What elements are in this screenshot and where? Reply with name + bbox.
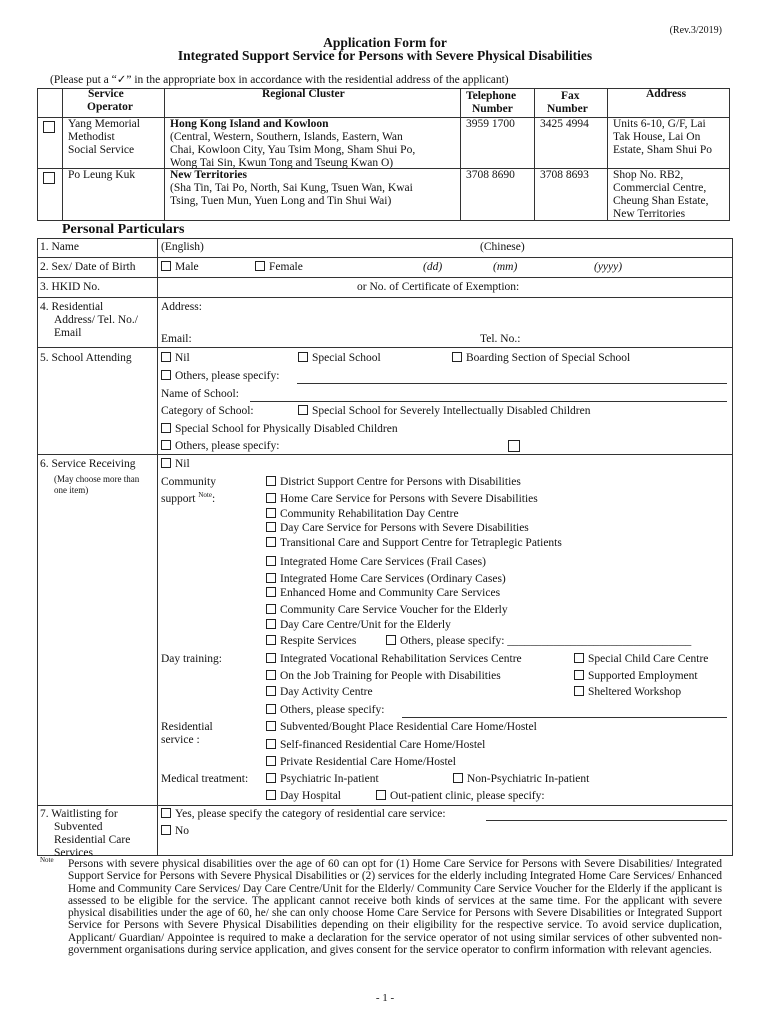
special-child-care-checkbox[interactable] (574, 653, 584, 663)
name-label: 1. Name (40, 241, 79, 253)
community-support-label: Community support $^{Note}$: (161, 476, 216, 505)
cat-intellectual-checkbox[interactable] (298, 405, 308, 415)
note-mark: Note (40, 856, 54, 864)
header-fax-2: Number (547, 103, 588, 115)
waitlisting-no-option[interactable]: No (161, 825, 189, 837)
dob-mm-label: (mm) (493, 261, 518, 273)
community-item-9-checkbox[interactable] (266, 604, 276, 614)
instruction-text: (Please put a “✓” in the appropriate box in accordance with the residential address of the applicant) (50, 74, 509, 86)
community-item-3-checkbox[interactable] (266, 508, 276, 518)
cat-physical-checkbox[interactable] (161, 423, 171, 433)
cluster-2: New Territories (Sha Tin, Tai Po, North, Sai Kung, Tsuen Wan, Kwai Tsing, Tuen Mun, Yuen Long and Tin Shui Wai) (170, 169, 413, 207)
section-title-personal: Personal Particulars (62, 222, 185, 237)
male-option[interactable]: Male (161, 261, 199, 273)
community-item-7[interactable]: Integrated Home Care Services (Ordinary Cases) (266, 573, 506, 585)
school-nil-option[interactable]: Nil (161, 352, 190, 364)
operator-1-name: Yang Memorial Methodist Social Service (68, 118, 140, 156)
community-item-2-checkbox[interactable] (266, 493, 276, 503)
community-item-4-checkbox[interactable] (266, 522, 276, 532)
psychiatric-checkbox[interactable] (266, 773, 276, 783)
school-category-label: Category of School: (161, 405, 254, 417)
community-item-3[interactable]: Community Rehabilitation Day Centre (266, 508, 459, 520)
community-item-10-checkbox[interactable] (266, 619, 276, 629)
waitlisting-yes-option[interactable]: Yes, please specify the category of residential care service: (161, 808, 446, 820)
community-item-8-checkbox[interactable] (266, 587, 276, 597)
day-item-3-checkbox[interactable] (266, 686, 276, 696)
female-option[interactable]: Female (255, 261, 303, 273)
community-item-6[interactable]: Integrated Home Care Services (Frail Cases) (266, 556, 486, 568)
service-nil-checkbox[interactable] (161, 458, 171, 468)
outpatient-option[interactable]: Out-patient clinic, please specify: (376, 790, 545, 802)
day-item-2[interactable]: On the Job Training for People with Disabilities (266, 670, 501, 682)
male-checkbox[interactable] (161, 261, 171, 271)
header-regional-cluster: Regional Cluster (262, 88, 345, 100)
waitlisting-yes-checkbox[interactable] (161, 808, 171, 818)
day-others-field[interactable] (402, 717, 727, 718)
cat-others-extra-checkbox[interactable] (508, 440, 520, 452)
cat-physical-option[interactable]: Special School for Physically Disabled Children (161, 423, 398, 435)
school-others-checkbox[interactable] (161, 370, 171, 380)
day-training-label: Day training: (161, 653, 222, 665)
service-nil-option[interactable]: Nil (161, 458, 190, 470)
non-psychiatric-option[interactable]: Non-Psychiatric In-patient (453, 773, 589, 785)
day-right-item-1[interactable]: Special Child Care Centre (574, 653, 708, 665)
day-right-item-3[interactable]: Sheltered Workshop (574, 686, 681, 698)
residential-item-1-checkbox[interactable] (266, 721, 276, 731)
sex-dob-label: 2. Sex/ Date of Birth (40, 261, 136, 273)
dob-yyyy-label: (yyyy) (594, 261, 623, 273)
service-label-note: (May choose more than one item) (54, 474, 140, 495)
header-fax: Fax (561, 90, 580, 102)
community-item-5-checkbox[interactable] (266, 537, 276, 547)
operator-1-address: Units 6-10, G/F, Lai Tak House, Lai On Estate, Sham Shui Po (613, 118, 713, 156)
day-item-1-checkbox[interactable] (266, 653, 276, 663)
residential-item-3-checkbox[interactable] (266, 756, 276, 766)
cluster-1: Hong Kong Island and Kowloon (Central, Western, Southern, Islands, Eastern, Wan Chai, Kowloon City, Yau Tsim Mong, Sham Shui Po, Wong Tai Sin, Kwun Tong and Tseung Kwan O) (170, 118, 416, 169)
header-service-operator: Service (88, 88, 124, 100)
exemption-label: or No. of Certificate of Exemption: (357, 281, 520, 293)
operator-2-name: Po Leung Kuk (68, 169, 136, 181)
email-label: Email: (161, 333, 192, 345)
operator-1-telephone: 3959 1700 (466, 118, 515, 130)
operator-2-checkbox[interactable] (43, 172, 55, 184)
school-others-option[interactable]: Others, please specify: (161, 370, 279, 382)
operator-2-fax: 3708 8693 (540, 169, 589, 181)
day-hospital-checkbox[interactable] (266, 790, 276, 800)
page-number: - 1 - (375, 992, 395, 1004)
boarding-option[interactable]: Boarding Section of Special School (452, 352, 630, 364)
residential-item-1[interactable]: Subvented/Bought Place Residential Care Home/Hostel (266, 721, 537, 733)
residential-label: 4. Residential Address/ Tel. No./ Email (40, 301, 138, 339)
waitlisting-label: 7. Waitlisting for Subvented Residential Care Services (40, 808, 131, 859)
day-others-checkbox[interactable] (266, 704, 276, 714)
cat-intellectual-option[interactable]: Special School for Severely Intellectually Disabled Children (298, 405, 590, 417)
special-school-checkbox[interactable] (298, 352, 308, 362)
community-item-1[interactable]: District Support Centre for Persons with Disabilities (266, 476, 521, 488)
header-telephone-2: Number (472, 103, 513, 115)
waitlisting-category-field[interactable] (486, 820, 727, 821)
form-title-line-2: Integrated Support Service for Persons with Severe Physical Disabilities (177, 48, 593, 63)
school-label: 5. School Attending (40, 352, 132, 364)
school-name-label: Name of School: (161, 388, 239, 400)
medical-label: Medical treatment: (161, 773, 249, 785)
non-psychiatric-checkbox[interactable] (453, 773, 463, 783)
community-others-option[interactable]: Others, please specify: ________________________________ (386, 635, 691, 647)
service-label: 6. Service Receiving (40, 458, 136, 470)
day-hospital-option[interactable]: Day Hospital (266, 790, 341, 802)
tel-label: Tel. No.: (480, 333, 521, 345)
community-others-checkbox[interactable] (386, 635, 396, 645)
female-checkbox[interactable] (255, 261, 265, 271)
special-school-option[interactable]: Special School (298, 352, 381, 364)
community-item-4[interactable]: Day Care Service for Persons with Severe Disabilities (266, 522, 529, 534)
header-address: Address (646, 88, 687, 100)
operator-1-checkbox[interactable] (43, 121, 55, 133)
residential-service-label: Residential service : (161, 721, 213, 746)
note-superscript: Note (198, 491, 212, 499)
form-title-line-1: Application Form for (323, 35, 447, 50)
residential-item-2[interactable]: Self-financed Residential Care Home/Hostel (266, 739, 485, 751)
community-item-9[interactable]: Community Care Service Voucher for the Elderly (266, 604, 508, 616)
address-label: Address: (161, 301, 202, 313)
residential-item-3[interactable]: Private Residential Care Home/Hostel (266, 756, 456, 768)
school-nil-checkbox[interactable] (161, 352, 171, 362)
day-item-2-checkbox[interactable] (266, 670, 276, 680)
waitlisting-no-checkbox[interactable] (161, 825, 171, 835)
day-item-3[interactable]: Day Activity Centre (266, 686, 373, 698)
note-paragraph: Persons with severe physical disabilities over the age of 60 can opt for (1) Home Care Service for Persons with Severe Disabilities/ Integrated Support Service for Persons with Severe Physical Disabilities or (2) services for the elderly including Integrated Home Care Services/ Enhanced Home and Community Care Services/ Day Care Centre/Unit for the Elderly/ Community Care Service Voucher for the Elderly if the applicant is assessed to be eligible for the service. The applicant cannot receive both kinds of services at the same time. For the applicant with severe physical disabilities under the age of 60, he/ she can only choose Home Care Service for Persons with Severe Disabilities or Integrated Support Service for Persons with Severe Physical Disabilities depending on their eligibility for the respective service. To avoid service duplication, Applicant/ Guardian/ Appointee is required to make a declaration for the service operator of not using similar services of other subvented non-government organisations during service application, and gives consent for the service operator to confirm information with relevant agencies. (68, 858, 722, 957)
boarding-checkbox[interactable] (452, 352, 462, 362)
header-telephone: Telephone (466, 90, 517, 102)
community-item-2[interactable]: Home Care Service for Persons with Severe Disabilities (266, 493, 538, 505)
community-item-5[interactable]: Transitional Care and Support Centre for Tetraplegic Patients (266, 537, 562, 549)
day-item-1[interactable]: Integrated Vocational Rehabilitation Services Centre (266, 653, 522, 665)
operator-2-address: Shop No. RB2, Commercial Centre, Cheung Shan Estate, New Territories (613, 169, 709, 220)
school-others-field[interactable] (297, 383, 727, 384)
name-chinese-label: (Chinese) (480, 241, 525, 253)
cat-others-checkbox[interactable] (161, 440, 171, 450)
operator-2-telephone: 3708 8690 (466, 169, 515, 181)
operator-1-fax: 3425 4994 (540, 118, 589, 130)
school-name-field[interactable] (250, 401, 727, 402)
revision-label: (Rev.3/2019) (669, 25, 722, 36)
name-english-label: (English) (161, 241, 204, 253)
community-item-7-checkbox[interactable] (266, 573, 276, 583)
community-item-6-checkbox[interactable] (266, 556, 276, 566)
dob-dd-label: (dd) (423, 261, 443, 273)
outpatient-checkbox[interactable] (376, 790, 386, 800)
community-item-8[interactable]: Enhanced Home and Community Care Services (266, 587, 500, 599)
community-item-1-checkbox[interactable] (266, 476, 276, 486)
psychiatric-option[interactable]: Psychiatric In-patient (266, 773, 379, 785)
supported-employment-checkbox[interactable] (574, 670, 584, 680)
header-service-operator-2: Operator (87, 101, 133, 113)
day-right-item-2[interactable]: Supported Employment (574, 670, 698, 682)
cat-others-option[interactable]: Others, please specify: (161, 440, 279, 452)
residential-item-2-checkbox[interactable] (266, 739, 276, 749)
hkid-label: 3. HKID No. (40, 281, 101, 293)
respite-option[interactable]: Respite Services (266, 635, 356, 647)
community-item-10[interactable]: Day Care Centre/Unit for the Elderly (266, 619, 451, 631)
day-item-others[interactable]: Others, please specify: (266, 704, 384, 716)
sheltered-workshop-checkbox[interactable] (574, 686, 584, 696)
respite-checkbox[interactable] (266, 635, 276, 645)
